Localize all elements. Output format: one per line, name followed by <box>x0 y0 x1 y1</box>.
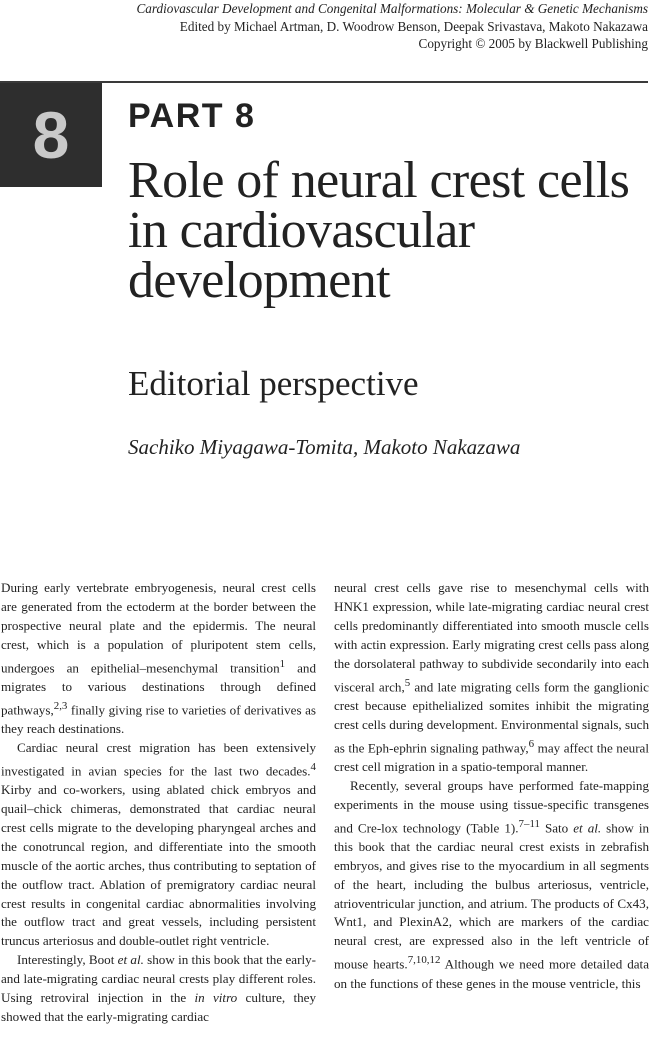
citation: 6 <box>528 737 535 750</box>
editors-line: Edited by Michael Artman, D. Woodrow Benson, Deepak Srivastava, Makoto Nakazawa <box>179 18 648 34</box>
citation: 4 <box>310 760 316 773</box>
chapter-number-box <box>0 83 102 187</box>
chapter-subtitle: Editorial perspective <box>128 364 419 403</box>
paragraph: Interestingly, Boot et al. show in this book that the early- and late-migrating cardiac neural crests play different roles. Using retroviral injection in the in vitro culture, they showed that the early-migrating cardiac <box>1 952 317 1025</box>
citation: 7,10,12 <box>407 954 441 967</box>
paragraph: neural crest cells gave rise to mesenchymal cells with HNK1 expression, while late-migrating cardiac neural crest cells predominantly differentiated into smooth muscle cells with actin expression. Early migrating crest cells pass along the dorsolateral pathway to subdivide secondarily into each visceral arch,$^5$ and late migrating cells form the ganglionic crest because epithelialized somites inhibit the migrating crest cells during development. Environmental signals, such as the Eph-ephrin signaling pathway,$^6$ may affect the neural crest cell migration in a spatio-temporal manner. <box>334 580 649 774</box>
body-column-left <box>1 579 316 1027</box>
body-column-right <box>334 579 649 993</box>
paragraph: Recently, several groups have performed fate-mapping experiments in the mouse using tissue-specific transgenes and Cre-lox technology (Table 1).$^{7-11}$ Sato et al. show in this book that the cardiac neural crest exists in zebrafish embryos, and gives rise to the myocardium in all segments of the heart, including the bulbus arteriosus, ventricle, atrioventricular junction, and atrium. The products of Cx43, Wnt1, and PlexinA2, which are markers of the cardiac neural crest, are expressed also in the left ventricle of mouse hearts.$^{7,10,12}$ Although we need more detailed data on the functions of these genes in the mouse ventricle, this <box>334 777 650 991</box>
running-header <box>136 0 648 53</box>
book-title: Cardiovascular Development and Congenital Malformations: Molecular & Genetic Mechanisms <box>136 1 648 16</box>
paragraph: Cardiac neural crest migration has been extensively investigated in avian species for the last two decades.$^4$ Kirby and co-workers, using ablated chick embryos and quail–chick chimeras, demonstrated that cardiac neural crest cells migrate to the developing pharyngeal arches and the conotruncal region, and differentiate into the smooth muscle of the aortic arches, thus contributing to septation of the outflow tract. Ablation of premigratory cardiac neural crest results in congenital cardiac abnormalities involving the outflow tract and great vessels, including persistent truncus arteriosus and double-outlet right ventricle. <box>1 739 316 949</box>
paragraph: During early vertebrate embryogenesis, neural crest cells are generated from the ectoderm at the border between the prospective neural plate and the epidermis. The neural crest, which is a population of pluripotent stem cells, undergoes an epithelial–mesenchymal transition$^1$ and migrates to various destinations through defined pathways,$^{2,3}$ finally giving rise to varieties of derivatives as they reach destinations. <box>1 580 316 737</box>
citation: 1 <box>279 657 286 670</box>
chapter-authors: Sachiko Miyagawa-Tomita, Makoto Nakazawa <box>128 435 521 459</box>
citation: 7–11 <box>518 817 540 830</box>
part-label: PART 8 <box>128 97 256 135</box>
citation: 5 <box>404 676 411 689</box>
chapter-title: Role of neural crest cells in cardiovascular development <box>128 152 630 309</box>
copyright-line: Copyright © 2005 by Blackwell Publishing <box>418 36 648 51</box>
citation: 2,3 <box>53 699 68 712</box>
chapter-number: 8 <box>32 98 70 172</box>
